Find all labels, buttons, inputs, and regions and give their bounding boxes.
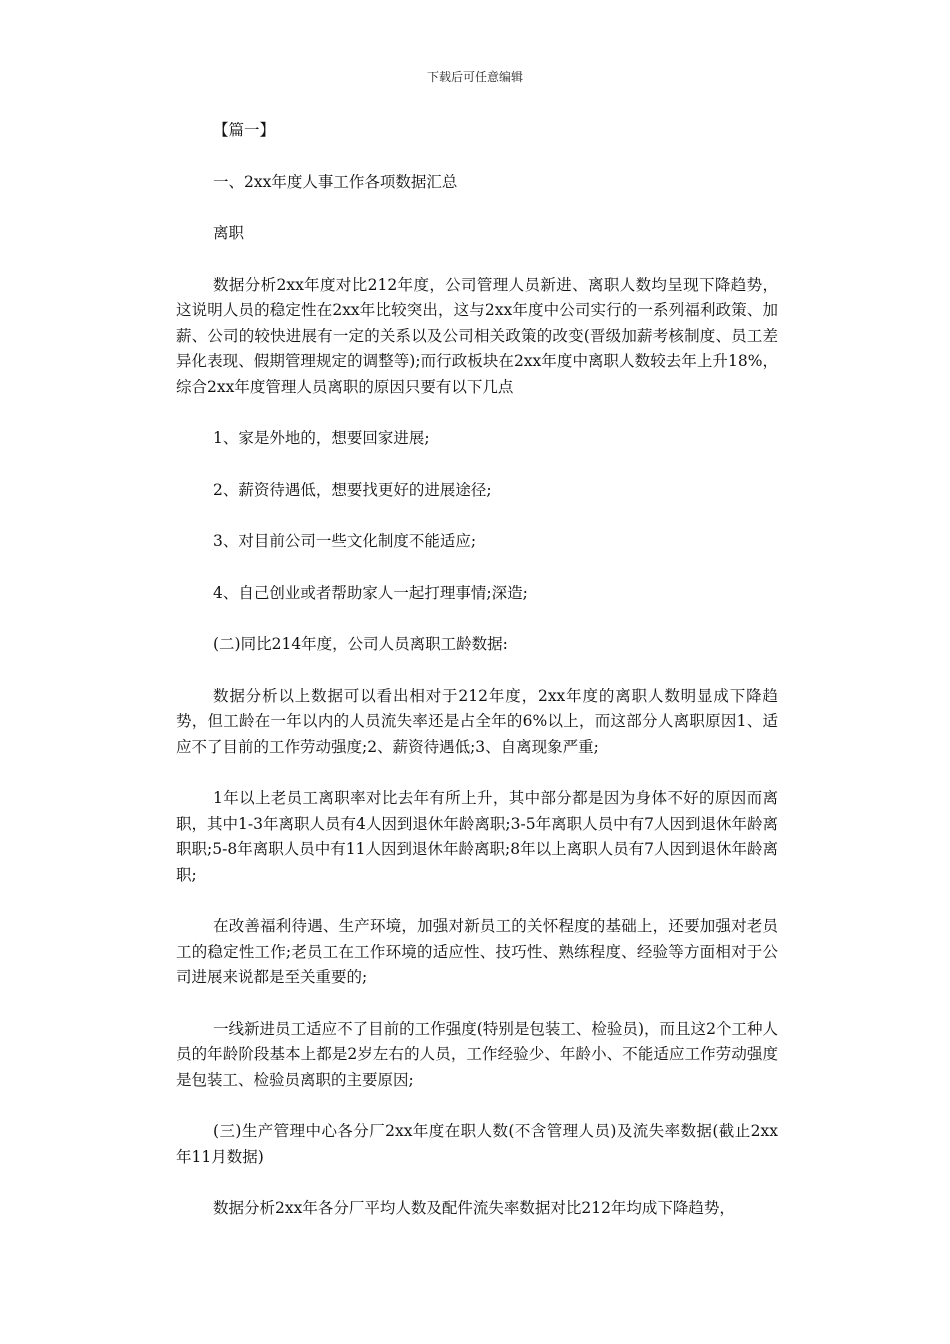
list-item: 2、薪资待遇低，想要找更好的进展途径; — [213, 480, 492, 499]
section-heading: 【篇一】 — [213, 121, 276, 139]
subsection-title: 离职 — [213, 224, 245, 242]
list-item: 3、对目前公司一些文化制度不能适应; — [213, 532, 477, 550]
section-title: 一、2xx年度人事工作各项数据汇总 — [213, 172, 458, 191]
body-paragraph: 数据分析2xx年各分厂平均人数及配件流失率数据对比212年均成下降趋势， — [213, 1199, 735, 1217]
subsection-title: (三)生产管理中心各分厂2xx年度在职人数(不含管理人员)及流失率数据(截止2xx年11月数据) — [176, 1122, 778, 1166]
subsection-title: (二)同比214年度，公司人员离职工龄数据: — [213, 635, 508, 653]
body-paragraph: 一线新进员工适应不了目前的工作强度(特别是包装工、检验员)，而且这2个工种人员的年龄阶段基本上都是2岁左右的人员，工作经验少、年龄小、不能适应工作劳动强度是包装工、检验员离职的主要原因; — [176, 1019, 778, 1089]
body-paragraph: 数据分析以上数据可以看出相对于212年度，2xx年度的离职人数明显成下降趋势，但工龄在一年以内的人员流失率还是占全年的6%以上，而这部分人离职原因1、适应不了目前的工作劳动强度;2、薪资待遇低;3、自离现象严重; — [176, 686, 778, 756]
list-item: 4、自己创业或者帮助家人一起打理事情;深造; — [213, 583, 528, 602]
body-paragraph: 数据分析2xx年度对比212年度，公司管理人员新进、离职人数均呈现下降趋势，这说明人员的稳定性在2xx年比较突出，这与2xx年度中公司实行的一系列福利政策、加薪、公司的较快进展有一定的关系以及公司相关政策的改变(晋级加薪考核制度、员工差异化表现、假期管理规定的调整等);而行政板块在2xx年度中离职人数较去年上升18%，综合2xx年度管理人员离职的原因只要有以下几点 — [176, 275, 778, 396]
document-body — [176, 118, 778, 1222]
body-paragraph: 1年以上老员工离职率对比去年有所上升，其中部分都是因为身体不好的原因而离职，其中1-3年离职人员有4人因到退休年龄离职;3-5年离职人员中有7人因到退休年龄离职职;5-8年离职人员中有11人因到退休年龄离职;8年以上离职人员有7人因到退休年龄离职; — [176, 789, 778, 884]
body-paragraph: 在改善福利待遇、生产环境，加强对新员工的关怀程度的基础上，还要加强对老员工的稳定性工作;老员工在工作环境的适应性、技巧性、熟练程度、经验等方面相对于公司进展来说都是至关重要的; — [176, 917, 778, 986]
list-item: 1、家是外地的，想要回家进展; — [213, 429, 430, 447]
page-header: 下载后可任意编辑 — [426, 70, 523, 84]
